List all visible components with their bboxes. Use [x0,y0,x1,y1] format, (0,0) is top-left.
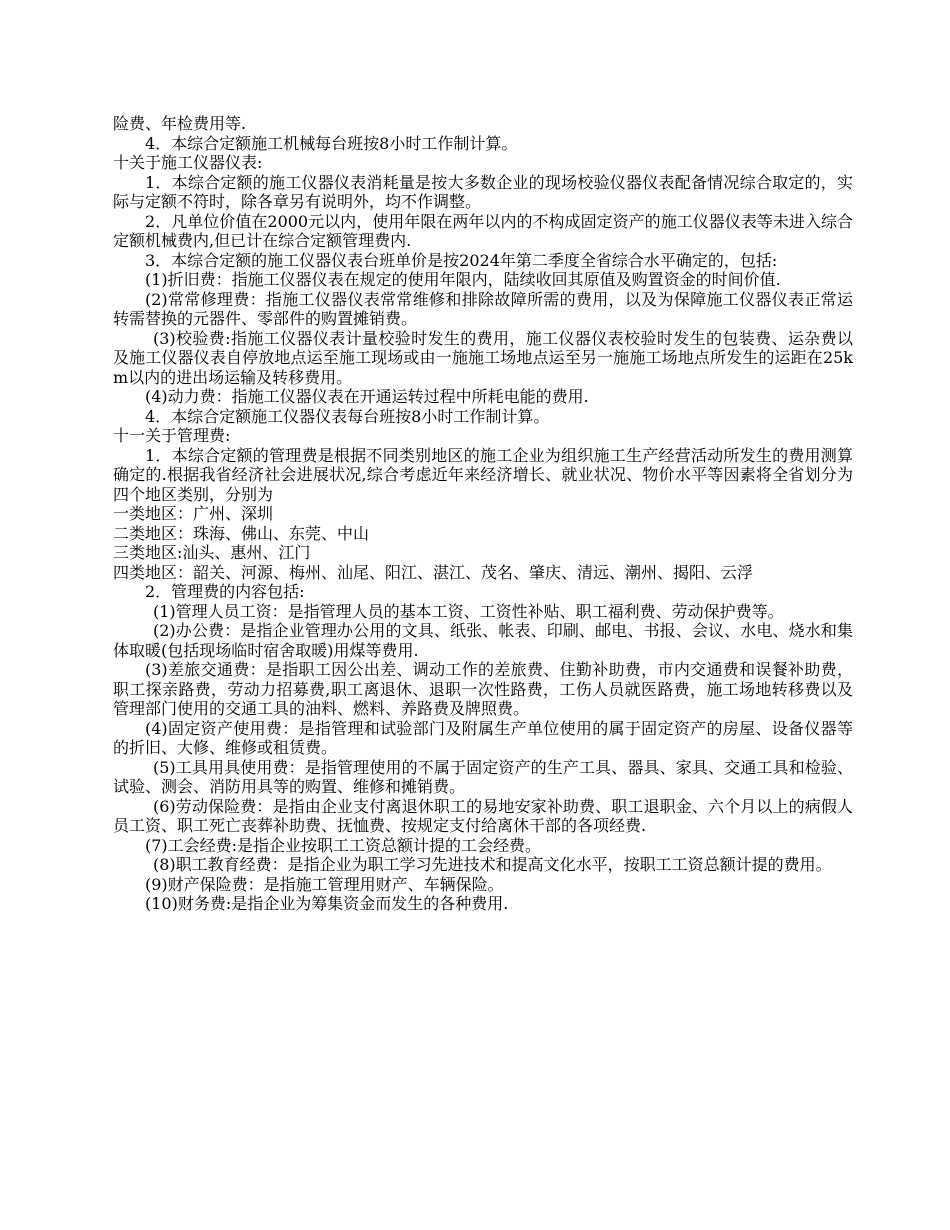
paragraph: (4)动力费：指施工仪器仪表在开通运转过程中所耗电能的费用. [145,387,589,406]
paragraph: (3)差旅交通费：是指职工因公出差、调动工作的差旅费、住勤补助费，市内交通费和误餐补助费，职工探亲路费，劳动力招募费,职工离退休、退职一次性路费，工伤人员就医路费，施工场地转移费以及管理部门使用的交通工具的油料、燃料、养路费及牌照费。 [113,660,853,718]
paragraph: 4．本综合定额施工仪器仪表每台班按8小时工作制计算。 [145,406,550,426]
region-line: 三类地区:汕头、惠州、江门 [113,543,311,562]
paragraph: 2．管理费的内容包括: [145,582,305,601]
paragraph: (1)管理人员工资：是指管理人员的基本工资、工资性补贴、职工福利费、劳动保护费等。 [153,601,784,621]
section-heading: 十一关于管理费: [113,426,231,445]
paragraph: 1．本综合定额的管理费是根据不同类别地区的施工企业为组织施工生产经营活动所发生的费用测算确定的.根据我省经济社会进展状况,综合考虑近年来经济增长、就业状况、物价水平等因素将全省划分为四个地区类别，分别为 [113,445,853,504]
paragraph: (3)校验费:指施工仪器仪表计量校验时发生的费用，施工仪器仪表校验时发生的包装费、运杂费以及施工仪器仪表自停放地点运至施工现场或由一施施工场地点运至另一施施工场地点所发生的运距在25km以内的进出场运输及转移费用。 [113,328,853,387]
section-heading: 十关于施工仪器仪表: [113,153,263,172]
paragraph: 4．本综合定额施工机械每台班按8小时工作制计算。 [145,133,518,153]
paragraph: (7)工会经费:是指企业按职工工资总额计提的工会经费。 [145,835,542,855]
paragraph: (8)职工教育经费：是指企业为职工学习先进技术和提高文化水平，按职工工资总额计提的费用。 [153,855,832,874]
paragraph: (2)办公费：是指企业管理办公用的文具、纸张、帐表、印刷、邮电、书报、会议、水电、烧水和集体取暖(包括现场临时宿舍取暖)用煤等费用. [113,621,853,660]
paragraph: 险费、年检费用等. [113,114,247,133]
paragraph: (1)折旧费：指施工仪器仪表在规定的使用年限内，陆续收回其原值及购置资金的时间价值. [145,270,781,289]
paragraph: (5)工具用具使用费：是指管理使用的不属于固定资产的生产工具、器具、家具、交通工具和检验、试验、测会、消防用具等的购置、维修和摊销费。 [113,757,853,796]
region-line: 二类地区：珠海、佛山、东莞、中山 [113,523,370,543]
paragraph: (6)劳动保险费：是指由企业支付离退休职工的易地安家补助费、职工退职金、六个月以上的病假人员工资、职工死亡丧葬补助费、抚恤费、按规定支付给离休干部的各项经费. [113,796,853,835]
region-line: 四类地区：韶关、河源、梅州、汕尾、阳江、湛江、茂名、肇庆、清远、潮州、揭阳、云浮 [113,562,754,582]
paragraph: (2)常常修理费：指施工仪器仪表常常维修和排除故障所需的费用，以及为保障施工仪器仪表正常运转需替换的元器件、零部件的购置摊销费。 [113,289,853,328]
document-page [113,114,853,914]
paragraph: (10)财务费:是指企业为筹集资金而发生的各种费用. [145,894,509,913]
paragraph: 2．凡单位价值在2000元以内，使用年限在两年以内的不构成固定资产的施工仪器仪表等未进入综合定额机械费内,但已计在综合定额管理费内. [113,211,853,250]
region-line: 一类地区：广州、深圳 [113,504,274,523]
paragraph: (4)固定资产使用费：是指管理和试验部门及附属生产单位使用的属于固定资产的房屋、设备仪器等的折旧、大修、维修或租赁费。 [113,718,853,757]
paragraph: 1．本综合定额的施工仪器仪表消耗量是按大多数企业的现场校验仪器仪表配备情况综合取定的，实际与定额不符时，除各章另有说明外，均不作调整。 [113,172,853,211]
paragraph: (9)财产保险费：是指施工管理用财产、车辆保险。 [145,874,504,894]
paragraph: 3．本综合定额的施工仪器仪表台班单价是按2024年第二季度全省综合水平确定的，包括: [145,250,778,270]
